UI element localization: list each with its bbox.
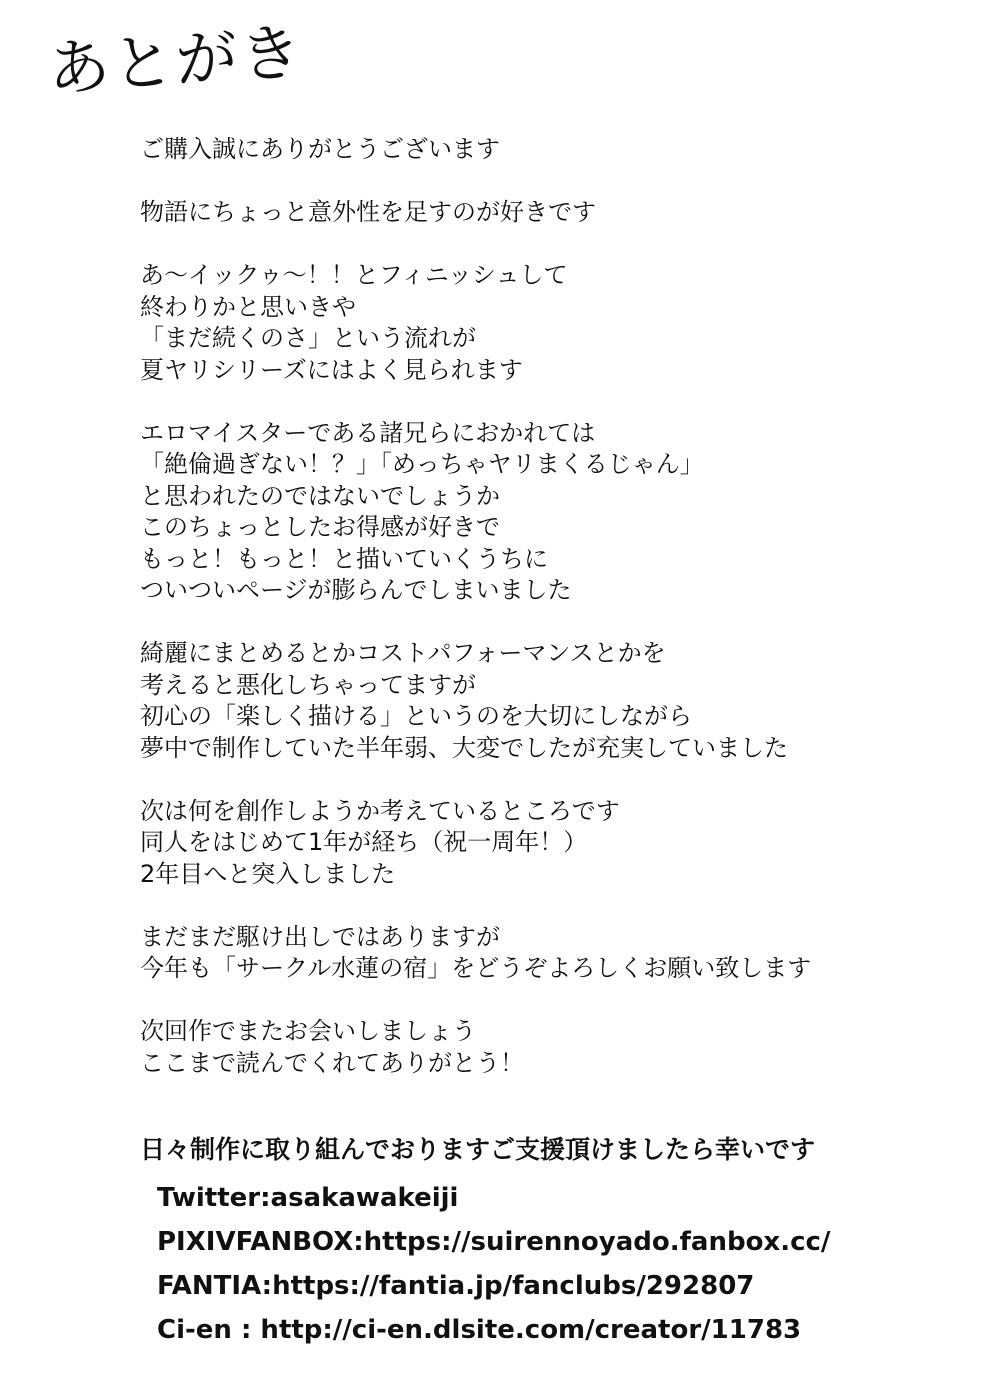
text-line: 終わりかと思いきや bbox=[140, 292, 356, 321]
text-line: まだまだ駆け出しではありますが bbox=[140, 922, 500, 951]
text-line: 次回作でまたお会いしましょう bbox=[140, 1017, 476, 1045]
text-line: 「絶倫過ぎない！？」「めっちゃヤリまくるじゃん」 bbox=[140, 450, 704, 478]
afterword-body bbox=[140, 134, 980, 1111]
paragraph-8 bbox=[140, 1016, 980, 1079]
text-line: ここまで読んでくれてありがとう！ bbox=[140, 1048, 524, 1077]
paragraph-2 bbox=[140, 197, 980, 229]
ci-en-link: Ci-en : http://ci-en.dlsite.com/creator/11783 bbox=[157, 1315, 802, 1345]
paragraph-1 bbox=[140, 134, 980, 166]
paragraph-5 bbox=[140, 638, 980, 764]
text-line: 2年目へと突入しました bbox=[140, 859, 396, 888]
twitter-link: Twitter:asakawakeiji bbox=[157, 1183, 459, 1213]
fantia-link: FANTIA:https://fantia.jp/fanclubs/292807 bbox=[157, 1271, 755, 1301]
text-line: ご購入誠にありがとうございます bbox=[140, 135, 500, 163]
text-line: ついついページが膨らんでしまいました bbox=[140, 576, 572, 604]
support-message: 日々制作に取り組んでおりますご支援頂けましたら幸いです bbox=[140, 1135, 816, 1164]
paragraph-7 bbox=[140, 922, 980, 985]
text-line: 同人をはじめて1年が経ち（祝一周年！） bbox=[140, 828, 588, 856]
page-title: あとがき bbox=[45, 15, 306, 106]
text-line: このちょっとしたお得感が好きで bbox=[140, 513, 500, 541]
text-line: 考えると悪化しちゃってますが bbox=[140, 670, 476, 699]
text-line: 「まだ続くのさ」という流れが bbox=[140, 324, 476, 352]
social-links bbox=[157, 1176, 830, 1352]
text-line: あ〜イックゥ〜！！とフィニッシュして bbox=[140, 261, 568, 289]
text-line: 夢中で制作していた半年弱、大変でしたが充実していました bbox=[140, 733, 788, 762]
paragraph-4 bbox=[140, 418, 980, 607]
paragraph-3 bbox=[140, 260, 980, 386]
text-line: 綺麗にまとめるとかコストパフォーマンスとかを bbox=[140, 639, 666, 667]
text-line: 夏ヤリシリーズにはよく見られます bbox=[140, 355, 523, 384]
fanbox-link: PIXIVFANBOX:https://suirennoyado.fanbox.cc/ bbox=[157, 1227, 831, 1257]
text-line: 次は何を創作しようか考えているところです bbox=[140, 796, 620, 825]
text-line: と思われたのではないでしょうか bbox=[140, 481, 500, 510]
paragraph-6 bbox=[140, 796, 980, 891]
text-line: エロマイスターである諸兄らにおかれては bbox=[140, 418, 596, 447]
text-line: もっと！もっと！と描いていくうちに bbox=[140, 544, 548, 573]
text-line: 初心の「楽しく描ける」というのを大切にしながら bbox=[140, 702, 692, 730]
text-line: 物語にちょっと意外性を足すのが好きです bbox=[140, 198, 596, 226]
text-line: 今年も「サークル水蓮の宿」をどうぞよろしくお願い致します bbox=[140, 954, 812, 982]
